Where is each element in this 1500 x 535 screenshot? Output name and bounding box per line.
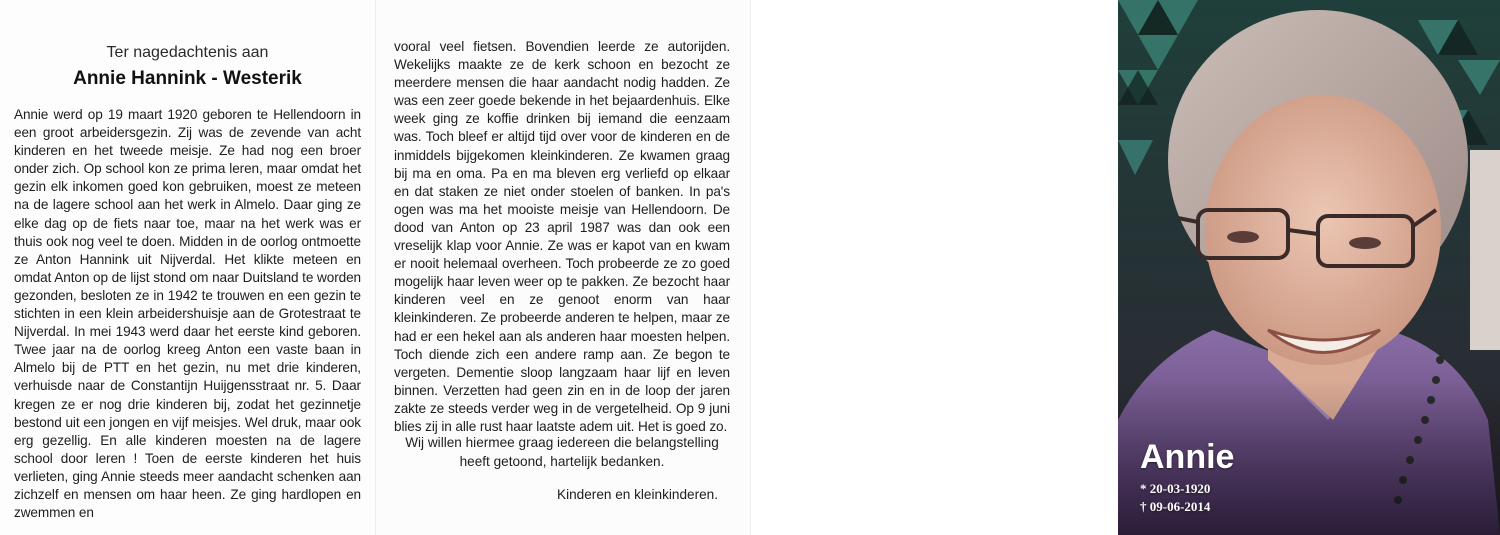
card-blank-panel [750, 0, 1119, 535]
signoff: Kinderen en kleinkinderen. [557, 487, 718, 502]
thanks-note: Wij willen hiermee graag iedereen die belangstelling heeft getoond, hartelijk bedanken. [405, 435, 719, 469]
deceased-name: Annie Hannink - Westerik [73, 68, 302, 89]
card-left-panel [0, 0, 375, 535]
portrait-photo [1118, 0, 1500, 535]
birth-date: * 20-03-1920 [1140, 481, 1211, 496]
biography-part-2: vooral veel fietsen. Bovendien leerde ze autorijden. Wekelijks maakte ze de kerk schoon en bezocht ze meerdere mensen die haar aandacht nodig hadden. Ze was een zeer goede bekende in het bejaardenhuis. Elke week ging ze koffie drinken bij iemand die eenzaam was. Toch bleef er altijd tijd over voor de kinderen en de inmiddels bijgekomen kleinkinderen. Ze kwamen graag bij ma en oma. Pa en ma bleven erg verliefd op elkaar en dat staken ze niet onder stoelen of banken. In pa's ogen was ma het mooiste meisje van Hellendoorn. De dood van Anton op 23 april 1987 was dan ook een vreselijk klap voor Annie. Ze was er kapot van en kwam er nooit helemaal overheen. Toch probeerde ze zo goed mogelijk haar leven weer op te pakken. Ze bezocht haar kinderen veel en ze genoot enorm van haar kleinkinderen. Ze probeerde anderen te helpen, maar ze had er een hekel aan als anderen haar moesten helpen. Toch diende zich een andere ramp aan. Ze begon te vergeten. Dementie sloop langzaam haar lijf en leven binnen. Verzetten had geen zin en in de loop der jaren zakte ze steeds verder weg in de vergetelheid. Op 9 juni blies zij in alle rust haar laatste adem uit. Het is goed zo. [394, 39, 730, 434]
biography-part-1: Annie werd op 19 maart 1920 geboren te Hellendoorn in een groot arbeidersgezin. Zij was de zevende van acht kinderen en het tweede meisje. Ze had nog een broer onder zich. Op school kon ze prima leren, maar omdat het gezin elk inkomen goed kon gebruiken, moest ze meteen na de lagere school aan het werk in Almelo. Daar ging ze elke dag op de fiets naar toe, maar na het werk was er thuis ook nog veel te doen. Midden in de oorlog ontmoette ze Anton Hannink uit Nijverdal. Het klikte meteen en omdat Anton op de lijst stond om naar Duitsland te worden gezonden, besloten ze in 1942 te trouwen en een gezin te stichten in een klein arbeidershuisje aan de Grotestraat te Nijverdal. In mei 1943 werd daar het eerste kind geboren. Twee jaar na de oorlog kreeg Anton een vaste baan in Almelo bij de PTT en het gezin, nu met drie kinderen, verhuisde naar de Constantijn Huijgensstraat nr. 5. Daar kregen ze er nog drie kinderen bij, zodat het gezinnetje bestond uit een jongen en vijf meisjes. Wel druk, maar ook erg gezellig. En alle kinderen moesten na de lagere school door leren ! Toen de eerste kinderen het huis verlieten, ging Annie steeds meer aandacht schenken aan zichzelf en mensen om haar heen. Ze ging hardlopen en zwemmen en [14, 107, 361, 521]
portrait-first-name: Annie [1140, 438, 1235, 476]
death-date: † 09-06-2014 [1140, 499, 1211, 514]
memorial-intro: Ter nagedachtenis aan [106, 44, 269, 61]
card-middle-panel [375, 0, 751, 535]
